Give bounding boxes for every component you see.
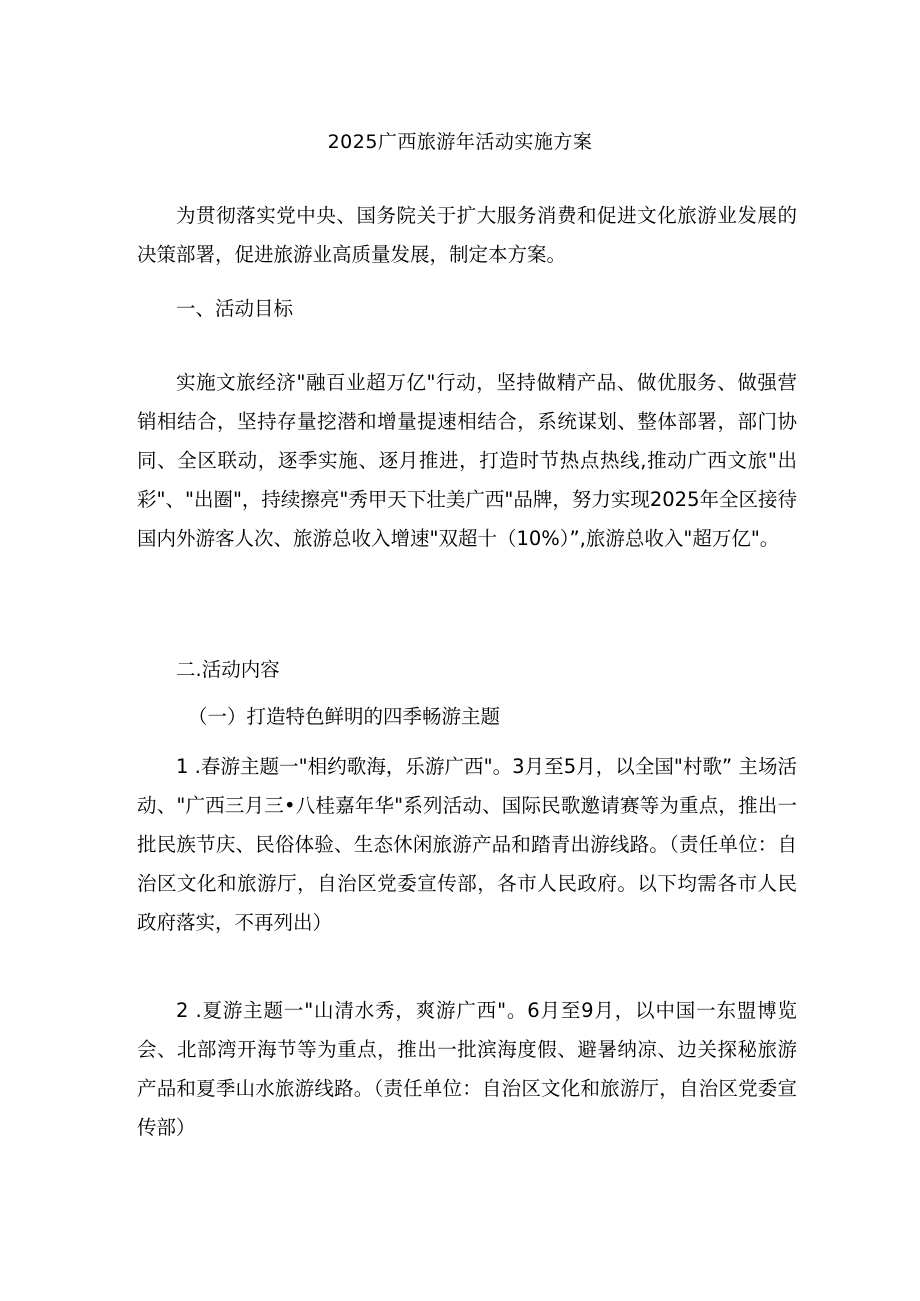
spring-theme-paragraph: 1 .春游主题一"相约歌海，乐游广西"。3月至5月，以全国"村歌” 主场活动、"广西三月三•八桂嘉年华"系列活动、国际民歌邀请赛等为重点，推出一批民族节庆、民俗体验、生态休闲旅游产品和踏青出游线路。（责任单位：自治区文化和旅游厅，自治区党委宣传部，各市人民政府。以下均需各市人民政府落实，不再列出）: [137, 755, 797, 934]
intro-paragraph: 为贯彻落实党中央、国务院关于扩大服务消费和促进文化旅游业发展的决策部署，促进旅游业高质量发展，制定本方案。: [137, 204, 797, 266]
subsection-heading-seasons: （一）打造特色鲜明的四季畅游主题: [188, 705, 501, 728]
summer-theme-paragraph: 2 .夏游主题一"山清水秀，爽游广西"。6月至9月，以中国一东盟博览会、北部湾开海节等为重点，推出一批滨海度假、避暑纳凉、边关探秘旅游产品和夏季山水旅游线路。（责任单位：自治区文化和旅游厅，自治区党委宣传部）: [137, 999, 797, 1139]
section-heading-goals: 一、活动目标: [176, 297, 294, 320]
document-title: 2025广西旅游年活动实施方案: [327, 131, 593, 153]
section-heading-content: 二.活动内容: [176, 658, 280, 681]
goals-paragraph: 实施文旅经济"融百业超万亿"行动，坚持做精产品、做优服务、做强营销相结合，坚持存量挖潜和增量提速相结合，系统谋划、整体部署，部门协同、全区联动，逐季实施、逐月推进，打造时节热点热线,推动广西文旅"出彩"、"出圈"，持续擦亮"秀甲天下壮美广西"品牌，努力实现2025年全区接待国内外游客人次、旅游总收入增速"双超十（10%）”,旅游总收入"超万亿"。: [137, 371, 797, 550]
